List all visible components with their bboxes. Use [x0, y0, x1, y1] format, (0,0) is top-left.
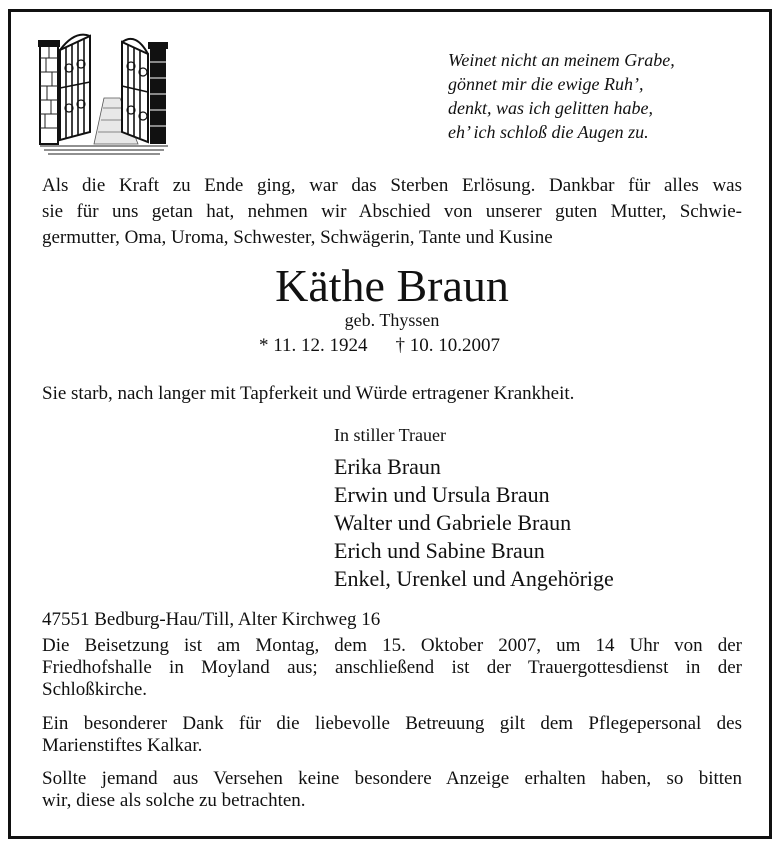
open-gate-icon: [38, 28, 170, 156]
death-date: † 10. 10.2007: [395, 335, 501, 356]
intro-line: sie für uns getan hat, nehmen wir Abschied von unserer guten Mutter, Schwie-: [42, 201, 742, 222]
birth-name: geb. Thyssen: [344, 310, 440, 330]
address: 47551 Bedburg-Hau/Till, Alter Kirchweg 16: [42, 609, 381, 630]
mourner-item: Erich und Sabine Braun: [334, 538, 545, 563]
mourning-label: In stiller Trauer: [334, 425, 446, 445]
poem-line: denkt, was ich gelitten habe,: [448, 98, 653, 118]
intro-line: Als die Kraft zu Ende ging, war das Sterben Erlösung. Dankbar für alles was: [42, 175, 742, 196]
notice-paragraph: [42, 768, 742, 812]
funeral-paragraph: [42, 635, 742, 701]
deceased-name: Käthe Braun: [275, 260, 509, 311]
thanks-line: Ein besonderer Dank für die liebevolle Betreuung gilt dem Pflegepersonal des: [42, 713, 742, 734]
intro-paragraph: [42, 173, 742, 251]
thanks-line: Marienstiftes Kalkar.: [42, 735, 203, 756]
life-dates: [259, 333, 500, 359]
mourner-item: Enkel, Urenkel und Angehörige: [334, 566, 614, 591]
notice-line: Sollte jemand aus Versehen keine besondere Anzeige erhalten haben, so bitten: [42, 768, 742, 789]
mourners-list: [334, 453, 614, 593]
notice-line: wir, diese als solche zu betrachten.: [42, 790, 306, 811]
mourner-item: Erika Braun: [334, 454, 441, 479]
poem-line: Weinet nicht an meinem Grabe,: [448, 50, 675, 70]
mourner-item: Erwin und Ursula Braun: [334, 482, 550, 507]
funeral-line: Friedhofshalle in Moyland aus; anschließend ist der Trauergottesdienst in der: [42, 657, 742, 678]
birth-date: * 11. 12. 1924: [259, 335, 368, 356]
funeral-line: Die Beisetzung ist am Montag, dem 15. Oktober 2007, um 14 Uhr von der: [42, 635, 742, 656]
thanks-paragraph: [42, 713, 742, 757]
poem-line: eh’ ich schloß die Augen zu.: [448, 122, 649, 142]
poem-line: gönnet mir die ewige Ruh’,: [448, 74, 644, 94]
mourner-item: Walter und Gabriele Braun: [334, 510, 572, 535]
poem: [448, 48, 758, 144]
intro-line: germutter, Oma, Uroma, Schwester, Schwägerin, Tante und Kusine: [42, 227, 553, 248]
cause-text: Sie starb, nach langer mit Tapferkeit und Würde ertragener Krankheit.: [42, 383, 575, 404]
funeral-line: Schloßkirche.: [42, 679, 148, 700]
